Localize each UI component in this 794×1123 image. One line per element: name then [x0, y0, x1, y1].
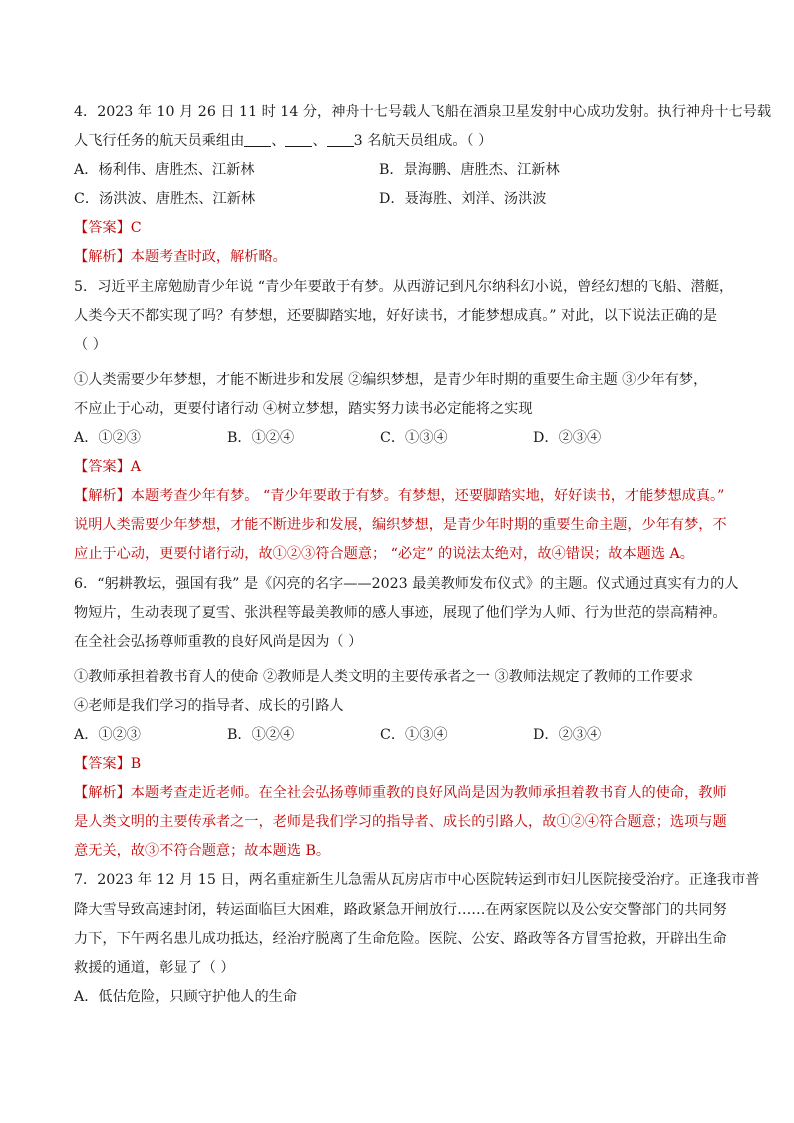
separator: 、	[312, 133, 327, 150]
question-7-stem-line-1: 7．2023 年 12 月 15 日，两名重症新生儿急需从瓦房店市中心医院转运到市妇儿医院接受治疗。正逢我市普	[74, 872, 760, 889]
question-6-items-line-1: ①教师承担着教书育人的使命 ②教师是人类文明的主要传承者之一 ③教师法规定了教师的工作要求	[74, 668, 694, 685]
question-6-options	[74, 721, 734, 750]
question-4	[74, 98, 772, 273]
question-6	[74, 570, 739, 867]
option-c: C．①③④	[380, 430, 448, 447]
question-5-analysis-line-1: 【解析】本题考查少年有梦。 “青少年要敢于有梦。有梦想，还要脚踏实地，好好读书，才能梦想成真。”	[74, 488, 725, 505]
question-4-stem-text: 人飞行任务的航天员乘组由	[74, 133, 245, 150]
question-5	[74, 273, 734, 570]
question-5-items-line-2: 不应止于心动，更要付诸行动 ④树立梦想，踏实努力读书必定能将之实现	[74, 400, 533, 417]
question-5-stem-line-3: （ ）	[74, 336, 107, 353]
question-7-stem-line-2: 降大雪导致高速封闭，转运面临巨大困难，路政紧急开闸放行……在两家医院以及公安交警部门的共同努	[74, 901, 727, 918]
question-6-analysis-line-1: 【解析】本题考查走近老师。在全社会弘扬尊师重教的良好风尚是因为教师承担着教书育人的使命，教师	[74, 785, 727, 802]
answer-blank	[285, 132, 312, 147]
option-a: A．杨利伟、唐胜杰、江新林	[74, 162, 255, 179]
question-7	[74, 866, 760, 1011]
question-4-options-row-2	[74, 185, 734, 214]
question-4-answer: 【答案】C	[74, 220, 142, 237]
question-6-analysis-line-3: 意无关，故③不符合题意；故本题选 B。	[74, 843, 331, 860]
answer-blank	[327, 132, 354, 147]
option-b: B．①②④	[227, 726, 295, 743]
question-6-answer: 【答案】B	[74, 756, 142, 773]
question-5-answer: 【答案】A	[74, 459, 141, 476]
question-6-items-line-2: ④老师是我们学习的指导者、成长的引路人	[74, 697, 344, 714]
question-5-analysis-line-2: 说明人类需要少年梦想，才能不断进步和发展，编织梦想，是青少年时期的重要生命主题，少年有梦，不	[74, 517, 727, 534]
option-c: C．①③④	[380, 726, 448, 743]
question-4-stem-line-1: 4．2023 年 10 月 26 日 11 时 14 分，神舟十七号载人飞船在酒泉卫星发射中心成功发射。执行神舟十七号载	[74, 104, 772, 120]
question-4-stem-line-2	[74, 127, 734, 156]
question-5-stem-line-2: 人类今天不都实现了吗？有梦想，还要脚踏实地，好好读书，才能梦想成真。” 对此，以下说法正确的是	[74, 307, 718, 324]
question-4-stem-text: 3 名航天员组成。（ ）	[353, 133, 493, 150]
option-c: C．汤洪波、唐胜杰、江新林	[74, 191, 256, 208]
question-4-options-row-1	[74, 156, 734, 185]
option-d: D．②③④	[533, 726, 602, 743]
question-6-stem-line-2: 物短片，生动表现了夏雪、张洪程等最美教师的感人事迹，展现了他们学为人师、行为世范的崇高精神。	[74, 604, 727, 621]
question-6-stem-line-3: 在全社会弘扬尊师重教的良好风尚是因为（ ）	[74, 633, 363, 650]
option-d: D．聂海胜、刘洋、汤洪波	[379, 191, 547, 208]
question-7-stem-line-3: 力下，下午两名患儿成功抵达，经治疗脱离了生命危险。医院、公安、路政等各方冒雪抢救，开辟出生命	[74, 930, 727, 947]
answer-blank	[244, 132, 271, 147]
option-a: A．①②③	[74, 430, 141, 447]
option-b: B．景海鹏、唐胜杰、江新林	[379, 162, 560, 179]
option-d: D．②③④	[533, 430, 602, 447]
question-6-stem-line-1: 6．“躬耕教坛，强国有我” 是《闪亮的名字——2023 最美教师发布仪式》的主题。仪式通过真实有力的人	[74, 575, 739, 592]
question-5-items-line-1: ①人类需要少年梦想，才能不断进步和发展 ②编织梦想，是青少年时期的重要生命主题 ③少年有梦，	[74, 371, 708, 388]
option-b: B．①②④	[227, 430, 295, 447]
question-4-analysis: 【解析】本题考查时政，解析略。	[74, 249, 287, 266]
question-7-stem-line-4: 救援的通道，彰显了（ ）	[74, 959, 235, 976]
question-5-options	[74, 424, 734, 453]
question-6-analysis-line-2: 是人类文明的主要传承者之一，老师是我们学习的指导者、成长的引路人，故①②④符合题意；选项与题	[74, 814, 727, 831]
question-5-analysis-line-3: 应止于心动，更要付诸行动，故①②③符合题意； “必定” 的说法太绝对，故④错误；故本题选 A。	[74, 546, 694, 563]
document-page	[74, 98, 772, 1012]
separator: 、	[271, 133, 286, 150]
option-a: A．低估危险，只顾守护他人的生命	[74, 988, 298, 1005]
option-a: A．①②③	[74, 726, 141, 743]
question-5-stem-line-1: 5．习近平主席勉励青少年说 “青少年要敢于有梦。从西游记到凡尔纳科幻小说，曾经幻想的飞船、潜艇，	[74, 278, 734, 295]
